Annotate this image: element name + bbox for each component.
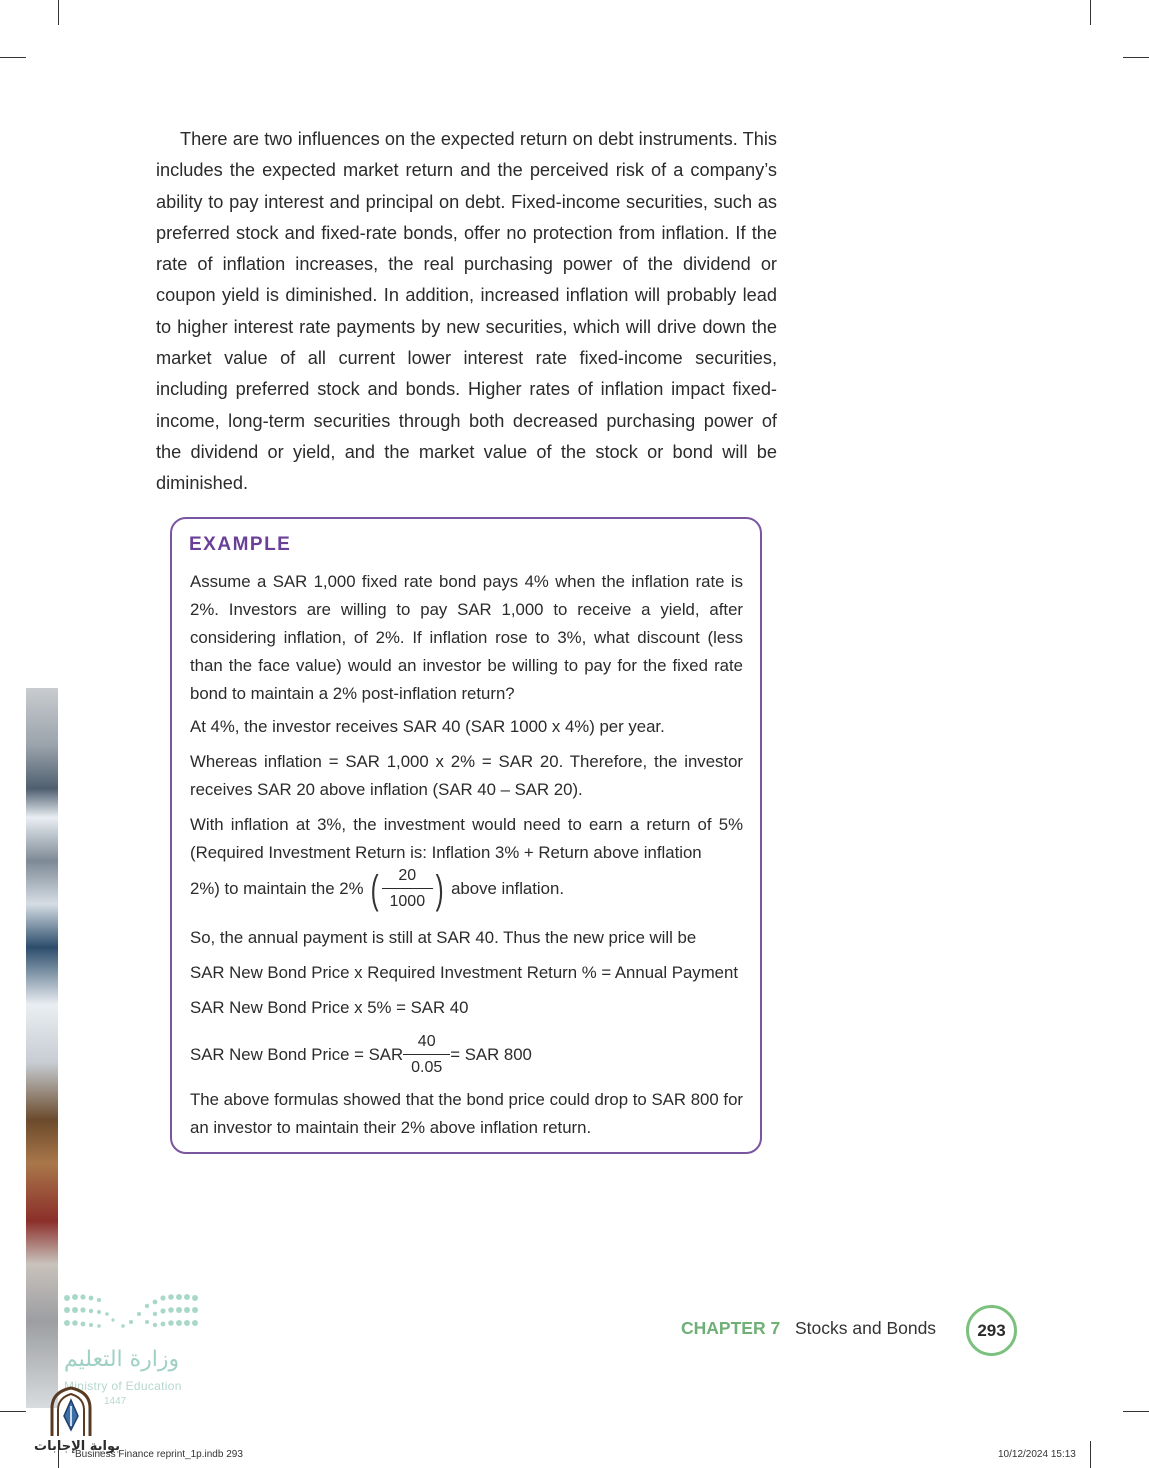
ministry-year: 1447 [104,1396,127,1407]
crop-mark [58,0,59,25]
fraction-20-over-1000 [382,864,434,915]
step3-tail: above inflation. [451,878,564,898]
formula-3-lhs: SAR New Bond Price = SAR [190,1044,404,1064]
crop-mark [1123,57,1149,58]
ministry-logo-dots-icon [63,1292,199,1338]
formula-3-rhs: = SAR 800 [450,1044,532,1064]
fraction-denominator: 0.05 [411,1059,443,1076]
fraction-numerator: 20 [382,864,434,889]
example-step-4: So, the annual payment is still at SAR 40. Thus the new price will be [190,928,697,947]
watermark-pen-logo-icon [48,1386,94,1438]
crop-mark [1090,0,1091,25]
formula-3 [190,1030,743,1081]
crop-mark [0,1411,26,1412]
fraction-denominator: 1000 [389,893,426,910]
example-step-3-fraction-line [190,864,743,915]
side-photo-strip [26,688,58,1408]
slug-timestamp: 10/12/2024 15:13 [998,1449,1076,1460]
page-number: 293 [966,1305,1017,1356]
ministry-english-name: Ministry of Education [64,1379,182,1393]
formula-1: SAR New Bond Price x Required Investment Return % = Annual Payment [190,963,738,982]
formula-2: SAR New Bond Price x 5% = SAR 40 [190,998,469,1017]
example-step-3: With inflation at 3%, the investment would need to earn a return of 5% (Required Investment Return is: Inflation 3% + Return above inflation [190,815,743,862]
crop-mark [0,57,26,58]
step3-text: 2%) to maintain the 2% [190,878,364,898]
example-step-1: At 4%, the investor receives SAR 40 (SAR 1000 x 4%) per year. [190,717,665,736]
example-conclusion: The above formulas showed that the bond price could drop to SAR 800 for an investor to maintain their 2% above inflation return. [190,1090,743,1137]
example-step-2: Whereas inflation = SAR 1,000 x 2% = SAR 20. Therefore, the investor receives SAR 20 above inflation (SAR 40 – SAR 20). [190,752,743,799]
right-paren: ) [435,867,444,912]
crop-mark [1090,1441,1091,1468]
slug-file: Business Finance reprint_1p.indb 293 [75,1449,243,1460]
fraction-numerator: 40 [403,1030,450,1055]
fraction-40-over-0.05 [403,1030,450,1081]
chapter-topic: Stocks and Bonds [795,1318,937,1338]
crop-mark [1123,1411,1149,1412]
chapter-label: CHAPTER 7 [681,1318,781,1338]
example-title: EXAMPLE [189,534,292,555]
example-question: Assume a SAR 1,000 fixed rate bond pays 4% when the inflation rate is 2%. Investors are willing to pay SAR 1,000 to receive a yield, after considering inflation, of 2%. If inflation rose to 3%, what discount (less than the face value) would an investor be willing to pay for the fixed rate bond to maintain a 2% post-inflation return? [190,572,743,703]
ministry-arabic-name: وزارة التعليم [64,1347,180,1372]
watermark-text: بوابة الإجابات [34,1439,120,1454]
left-paren: ( [370,867,379,912]
body-paragraph: There are two influences on the expected return on debt instruments. This includes the expected market return and the perceived risk of a company’s ability to pay interest and principal on debt. Fixed-income securities, such as preferred stock and fixed-rate bonds, offer no protection from inflation. If the rate of inflation increases, the real purchasing power of the dividend or coupon yield is diminished. In addition, increased inflation will probably lead to higher interest rate payments by new securities, which will drive down the market value of all current lower interest rate fixed-income securities, including preferred stock and bonds. Higher rates of inflation impact fixed-income, long-term securities through both decreased purchasing power of the dividend or yield, and the market value of the stock or bond will be diminished. [156,129,777,494]
